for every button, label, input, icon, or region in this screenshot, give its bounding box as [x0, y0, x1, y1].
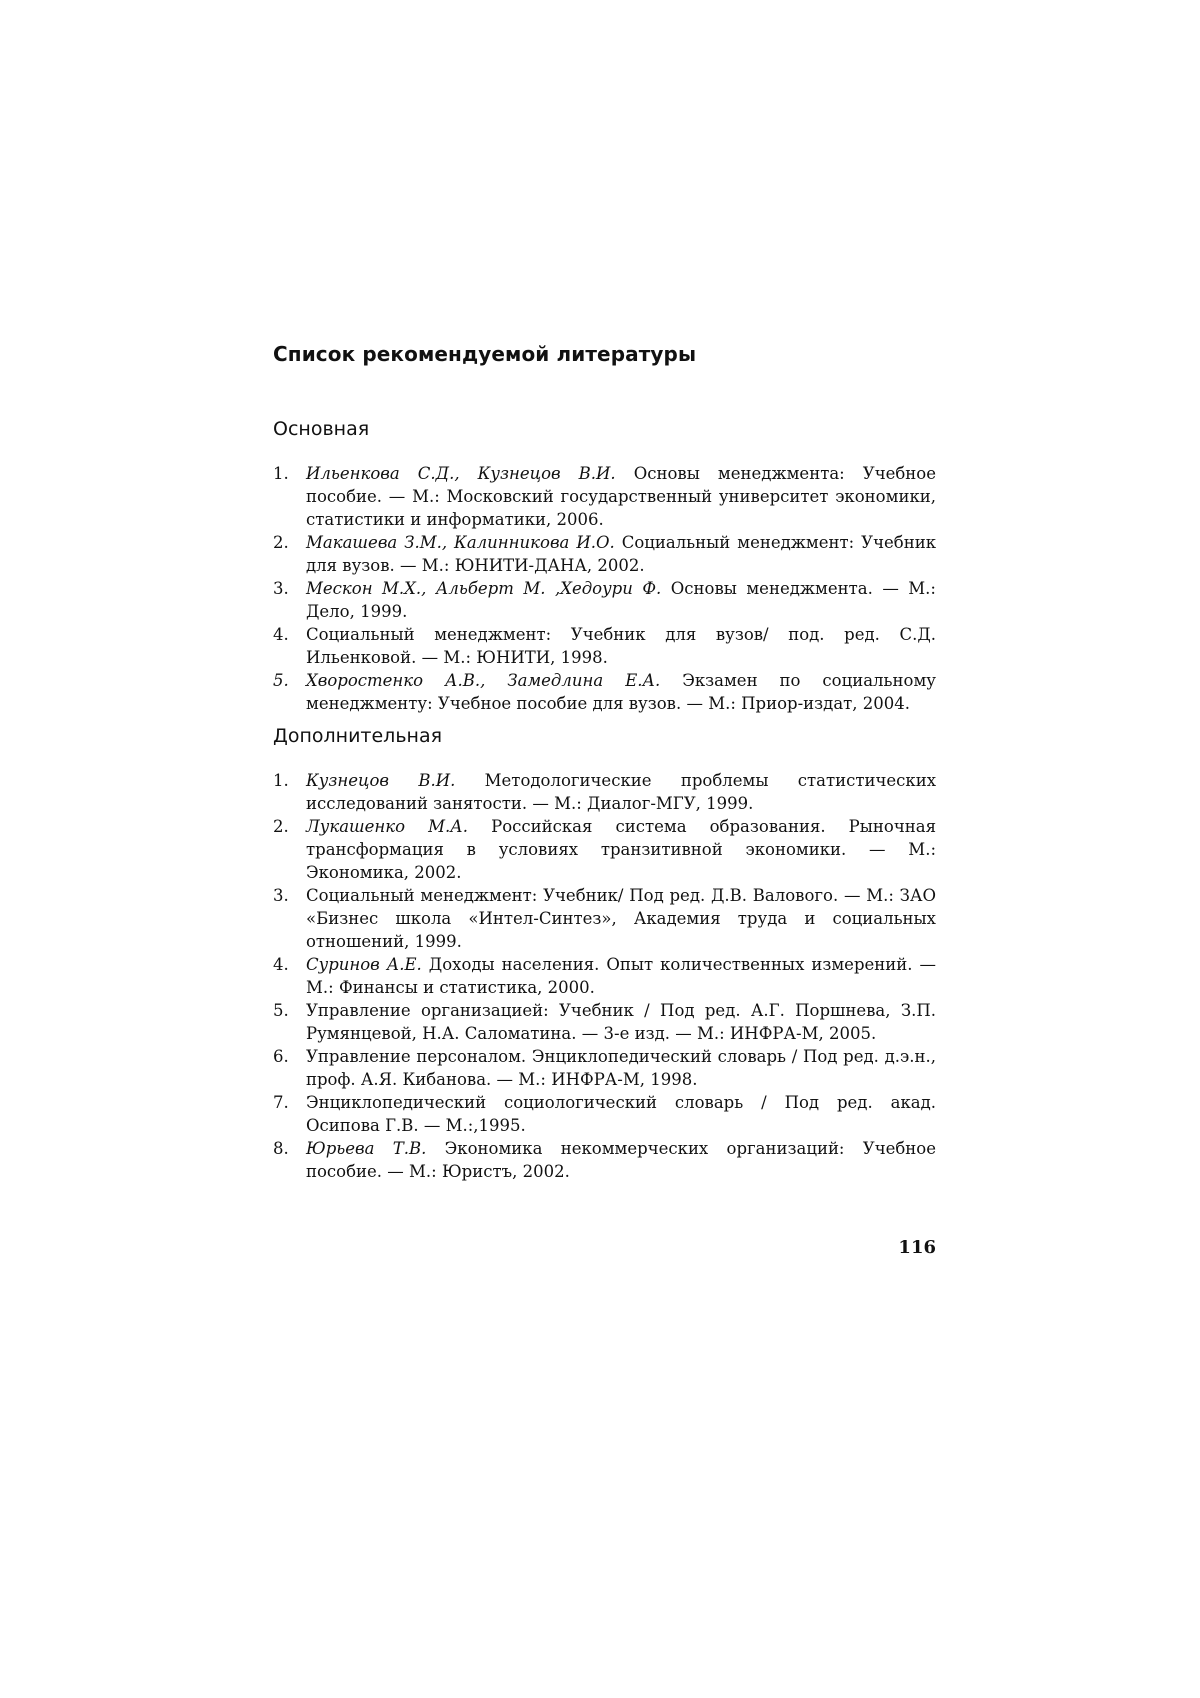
reference-number: 1.	[273, 771, 289, 790]
reference-text: Социальный менеджмент: Учебник/ Под ред. Д.В. Валового. — М.: ЗАО «Бизнес школа «Интел-Синтез», Академия труда и социальных отношений, 1999.	[306, 886, 936, 951]
reference-list	[273, 769, 936, 1183]
reference-author: Макашева З.М., Калинникова И.О.	[306, 533, 615, 552]
section-heading: Основная	[273, 418, 370, 440]
reference-number: 3.	[273, 886, 289, 905]
section-additional	[273, 723, 936, 1183]
reference-text: Российская система образования. Рыночная трансформация в условиях транзитивной экономики. — М.: Экономика, 2002.	[306, 817, 936, 882]
section-heading: Дополнительная	[273, 725, 443, 747]
reference-item	[273, 669, 936, 715]
reference-number: 6.	[273, 1047, 289, 1066]
reference-text: Основы менеджмента: Учебное пособие. — М.: Московский государственный университет экономики, статистики и информатики, 2006.	[306, 464, 936, 529]
reference-text: Основы менеджмента. — М.: Дело, 1999.	[306, 579, 936, 621]
reference-number: 5.	[273, 1001, 289, 1020]
reference-number: 1.	[273, 464, 289, 483]
reference-text: Доходы населения. Опыт количественных измерений. — М.: Финансы и статистика, 2000.	[306, 955, 936, 997]
reference-item	[273, 884, 936, 953]
reference-author: Кузнецов В.И.	[306, 771, 456, 790]
reference-author: Хворостенко А.В., Замедлина Е.А.	[306, 671, 661, 690]
reference-text: Методологические проблемы статистических исследований занятости. — М.: Диалог-МГУ, 1999.	[306, 771, 936, 813]
reference-text: Социальный менеджмент: Учебник для вузов. — М.: ЮНИТИ-ДАНА, 2002.	[306, 533, 937, 575]
reference-list	[273, 462, 936, 715]
reference-number: 3.	[273, 579, 289, 598]
reference-item	[273, 1045, 936, 1091]
reference-item	[273, 999, 936, 1045]
reference-item	[273, 815, 936, 884]
reference-item	[273, 462, 936, 531]
reference-text: Управление персоналом. Энциклопедический словарь / Под ред. д.э.н., проф. А.Я. Кибанова. — М.: ИНФРА-М, 1998.	[306, 1047, 936, 1089]
page-number: 116	[898, 1237, 936, 1258]
reference-number: 4.	[273, 955, 289, 974]
reference-number: 4.	[273, 625, 289, 644]
reference-text: Социальный менеджмент: Учебник для вузов/ под. ред. С.Д. Ильенковой. — М.: ЮНИТИ, 1998.	[306, 625, 936, 667]
reference-item	[273, 1137, 936, 1183]
reference-author: Ильенкова С.Д., Кузнецов В.И.	[306, 464, 616, 483]
reference-text: Экзамен по социальному менеджменту: Учебное пособие для вузов. — М.: Приор-издат, 2004.	[306, 671, 936, 713]
page-title: Список рекомендуемой литературы	[273, 342, 697, 366]
reference-text: Управление организацией: Учебник / Под ред. А.Г. Поршнева, З.П. Румянцевой, Н.А. Саломатина. — 3-е изд. — М.: ИНФРА-М, 2005.	[306, 1001, 936, 1043]
reference-item	[273, 531, 936, 577]
reference-text: Энциклопедический социологический словарь / Под ред. акад. Осипова Г.В. — М.:,1995.	[306, 1093, 936, 1135]
reference-number: 2.	[273, 533, 289, 552]
reference-author: Лукашенко М.А.	[306, 817, 469, 836]
reference-item	[273, 577, 936, 623]
reference-author: Мескон М.Х., Альберт М. ,Хедоури Ф.	[306, 579, 662, 598]
reference-item	[273, 769, 936, 815]
reference-author: Юрьева Т.В.	[306, 1139, 427, 1158]
reference-item	[273, 623, 936, 669]
reference-number: 7.	[273, 1093, 289, 1112]
reference-number: 8.	[273, 1139, 289, 1158]
reference-text: Экономика некоммерческих организаций: Учебное пособие. — М.: Юристъ, 2002.	[306, 1139, 937, 1181]
reference-number: 5.	[273, 671, 289, 690]
section-basic	[273, 416, 936, 715]
reference-item	[273, 953, 936, 999]
reference-number: 2.	[273, 817, 289, 836]
document-page	[273, 0, 936, 1698]
reference-author: Суринов А.Е.	[306, 955, 422, 974]
reference-item	[273, 1091, 936, 1137]
